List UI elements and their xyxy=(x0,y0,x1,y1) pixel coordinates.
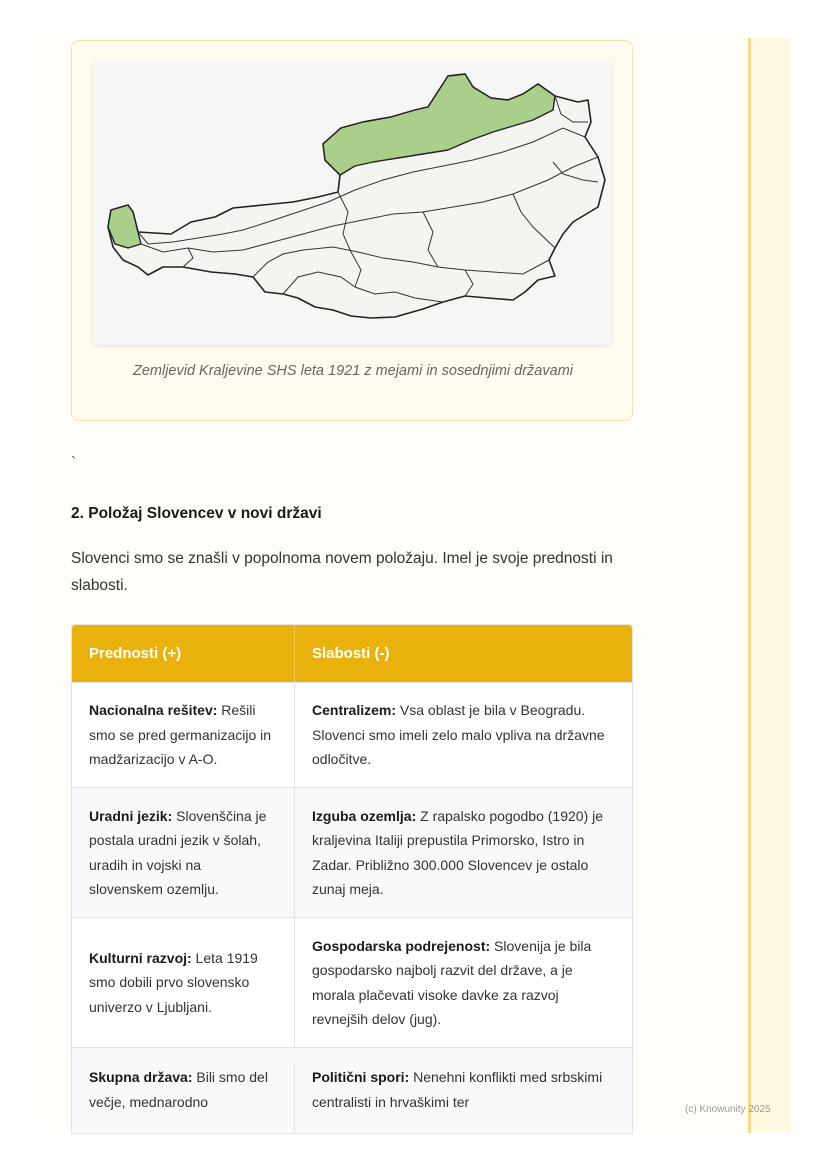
table-row xyxy=(72,787,632,917)
table-row xyxy=(72,1047,632,1133)
disadvantage-title: Centralizem: xyxy=(312,702,397,719)
header-disadvantages: Slabosti (-) xyxy=(312,645,390,662)
advantage-cell xyxy=(72,918,295,1047)
disadvantage-title: Politični spori: xyxy=(312,1069,410,1085)
advantage-text: Bili smo del večje, mednarodno xyxy=(89,1069,268,1110)
disadvantage-text: Vsa oblast je bila v Beogradu. Slovenci smo imeli zelo malo vpliva na državne odločitve. xyxy=(312,702,605,768)
map-card xyxy=(71,40,633,421)
disadvantage-title: Gospodarska podrejenost: xyxy=(312,937,491,954)
map-image xyxy=(93,62,611,345)
advantage-title: Kulturni razvoj: xyxy=(89,949,192,966)
advantage-text: Leta 1919 smo dobili prvo slovensko univerzo v Ljubljani. xyxy=(89,949,258,1015)
disadvantage-cell xyxy=(295,683,632,787)
disadvantage-title: Izguba ozemlja: xyxy=(312,807,417,824)
page-side-strip xyxy=(748,38,791,1133)
disadvantage-cell xyxy=(295,918,632,1047)
pros-cons-table xyxy=(71,624,633,1134)
advantage-title: Nacionalna rešitev: xyxy=(89,702,218,719)
advantage-text: Slovenščina je postala uradni jezik v šolah, uradih in vojski na slovenskem ozemlju. xyxy=(89,807,267,897)
header-advantages: Prednosti (+) xyxy=(72,625,295,682)
disadvantage-text: Slovenija je bila gospodarsko najbolj razvit del države, a je morala plačevati visoke davke za razvoj revnejših delov (jug). xyxy=(312,937,592,1027)
table-header xyxy=(72,625,632,682)
stray-backtick: ` xyxy=(71,455,77,472)
table-row xyxy=(72,682,632,787)
disadvantage-cell xyxy=(295,1065,632,1114)
advantage-title: Skupna država: xyxy=(89,1069,193,1085)
section-heading: 2. Položaj Slovencev v novi državi xyxy=(71,505,322,522)
advantage-title: Uradni jezik: xyxy=(89,807,173,824)
disadvantage-text: Z rapalsko pogodbo (1920) je kraljevina Italiji prepustila Primorsko, Istro in Zadar. Približno 300.000 Slovencev je ostalo zunaj meja. xyxy=(312,807,604,897)
advantage-cell xyxy=(72,1065,295,1134)
map-caption: Zemljevid Kraljevine SHS leta 1921 z mejami in sosednjimi državami xyxy=(132,363,573,379)
advantage-text: Rešili smo se pred germanizacijo in madžarizacijo v A-O. xyxy=(89,702,272,768)
table-row xyxy=(72,917,632,1047)
disadvantage-text: Nenehni konflikti med srbskimi centralisti in hrvaškimi ter xyxy=(312,1069,603,1110)
map-illustration xyxy=(93,62,611,345)
section-intro: Slovenci smo se znašli v popolnoma novem položaju. Imel je svoje prednosti in slabosti. xyxy=(71,550,613,594)
copyright-notice: (c) Knowunity 2025 xyxy=(685,1104,771,1115)
advantage-cell xyxy=(72,788,295,917)
disadvantage-cell xyxy=(295,788,632,917)
advantage-cell xyxy=(72,683,295,787)
